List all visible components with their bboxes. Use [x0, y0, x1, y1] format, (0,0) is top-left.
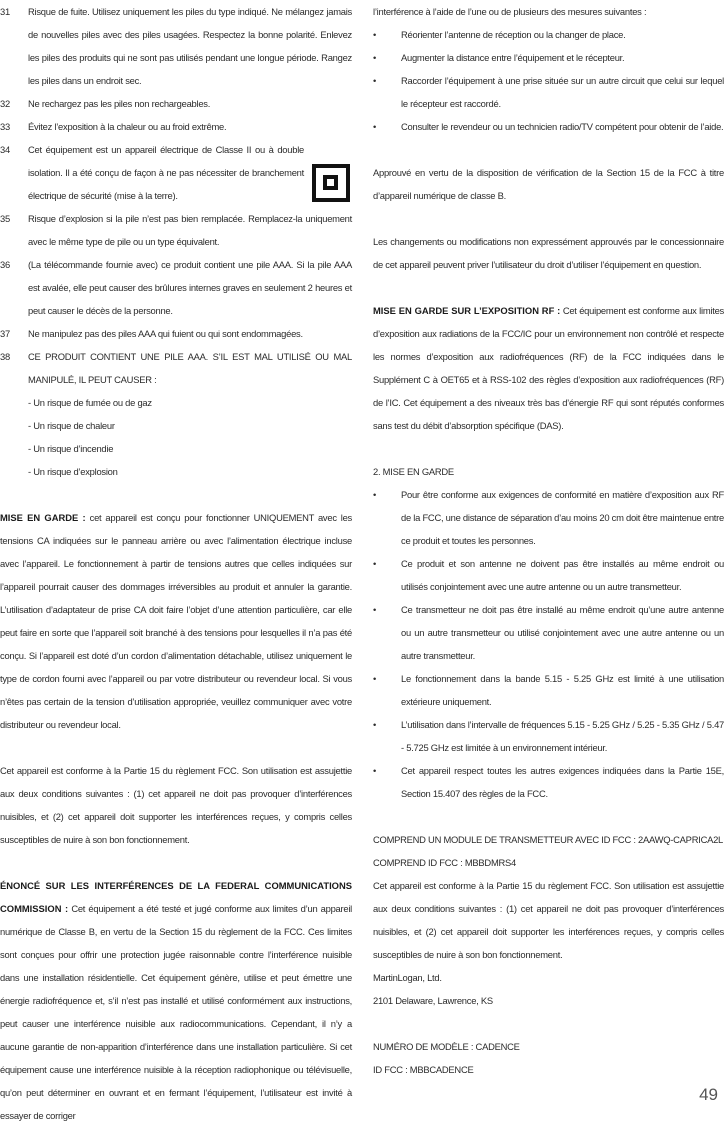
bullet: •: [373, 673, 377, 684]
measure-item: [373, 115, 724, 138]
item-number: 32: [0, 98, 10, 109]
statement-text: Cet équipement a été testé et jugé conforme aux limites d’un appareil numérique de Classe B, en vertu de la Section 15 du règlement de la FCC. Ces limites sont conçues pour offrir une protection jugée raisonnable contre l’interférence nuisible dans une installation résidentielle. Cet équipement génère, utilise et peut émettre une énergie radiofréquence et, s’il n’est pas installé et utilisé conformément aux instructions, peut causer une interférence nuisible aux radiocommunications. Cependant, il n’y a aucune garantie de non-apparition d’interférence dans une installation particulière. Si cet équipement cause une interférence nuisible à la réception radiophonique ou télévisuelle, qu’on peut déterminer en ouvrant et en fermant l’équipement, l’utilisateur est invité à essayer de corriger: [0, 903, 352, 1121]
risk-item: - Un risque de fumée ou de gaz: [28, 397, 152, 408]
bullet: •: [373, 489, 377, 500]
bullet: •: [373, 719, 377, 730]
warning2-text: Pour être conforme aux exigences de conformité en matière d’exposition aux RF de la FCC, une distance de séparation d’au moins 20 cm doit être maintenue entre ce produit et toutes les personnes.: [401, 489, 724, 546]
rf-exposure-warning: [373, 299, 724, 437]
fcc-part15-paragraph-right: Cet appareil est conforme à la Partie 15 du règlement FCC. Son utilisation est assujettie aux deux conditions suivantes : (1) cet appareil ne doit pas provoquer d’interférences nuisibles, et (2) cet appareil doit supporter les interférences reçues, y compris celles susceptibles de nuire à son bon fonctionnement.: [373, 880, 724, 960]
double-insulation-icon: [312, 164, 350, 202]
measure-text: Consulter le revendeur ou un technicien radio/TV compétent pour obtenir de l’aide.: [401, 121, 724, 132]
fcc-id: ID FCC : MBBCADENCE: [373, 1064, 474, 1075]
right-column: [373, 0, 724, 1081]
warning2-item: [373, 759, 724, 805]
warning2-item: [373, 667, 724, 713]
interference-intro: l’interférence à l’aide de l’une ou de plusieurs des mesures suivantes :: [373, 6, 647, 17]
rf-heading: MISE EN GARDE SUR L’EXPOSITION RF :: [373, 305, 561, 316]
company-name: MartinLogan, Ltd.: [373, 972, 442, 983]
fcc-interference-statement: [0, 874, 352, 1127]
fcc-part15-paragraph: Cet appareil est conforme à la Partie 15 du règlement FCC. Son utilisation est assujettie aux deux conditions suivantes : (1) cet appareil ne doit pas provoquer d’interférences nuisibles, et (2) cet appareil doit supporter les interférences reçues, y compris celles susceptibles de nuire à son bon fonctionnement.: [0, 765, 352, 845]
safety-item-33: [0, 115, 352, 138]
item-number: 34: [0, 144, 10, 155]
warning-heading: MISE EN GARDE :: [0, 512, 86, 523]
item-text: Ne manipulez pas des piles AAA qui fuient ou qui sont endommagées.: [28, 328, 303, 339]
safety-item-34: [0, 138, 352, 207]
bullet: •: [373, 75, 377, 86]
measure-item: [373, 23, 724, 46]
warning-text: cet appareil est conçu pour fonctionner UNIQUEMENT avec les tensions CA indiquées sur le panneau arrière ou avec l’alimentation électrique incluse avec l’appareil. Le fonctionnement à partir de tensions autres que celles indiquées sur l’appareil pourrait causer des dommages irréversibles au produit et annuler la garantie. L’utilisation d’adaptateur de prise CA doit faire l’objet d’une attention particulière, car elle peut faire en sorte que l’appareil soit branché à des tensions pour lesquelles il n’a pas été conçu. Si l’appareil est doté d’un cordon d’alimentation détachable, utilisez uniquement le type de cordon fourni avec l’appareil ou par votre distributeur ou revendeur local. Si vous n’êtes pas certain de la tension d’utilisation appropriée, veuillez communiquer avec votre distributeur ou revendeur local.: [0, 512, 352, 730]
left-column: [0, 0, 352, 1127]
module-id: COMPREND ID FCC : MBBDMRS4: [373, 857, 516, 868]
safety-item-38: [0, 345, 352, 391]
item-text: Ne rechargez pas les piles non rechargeables.: [28, 98, 211, 109]
bullet: •: [373, 121, 377, 132]
page-number: 49: [699, 1085, 718, 1104]
item-text: Risque d’explosion si la pile n’est pas bien remplacée. Remplacez-la uniquement avec le même type de pile ou un type équivalent.: [28, 213, 352, 247]
approval-paragraph: Approuvé en vertu de la disposition de vérification de la Section 15 de la FCC à titre d’appareil numérique de classe B.: [373, 167, 724, 201]
module-line: COMPREND UN MODULE DE TRANSMETTEUR AVEC ID FCC : 2AAWQ-CAPRICA2L: [373, 834, 724, 845]
item-number: 33: [0, 121, 10, 132]
measure-text: Raccorder l’équipement à une prise située sur un autre circuit que celui sur lequel le récepteur est raccordé.: [401, 75, 724, 109]
voltage-warning: [0, 506, 352, 736]
item-text: Évitez l’exposition à la chaleur ou au froid extrême.: [28, 121, 227, 132]
measure-item: [373, 46, 724, 69]
measure-text: Réorienter l’antenne de réception ou la changer de place.: [401, 29, 626, 40]
safety-item-36: [0, 253, 352, 322]
item-text: CE PRODUIT CONTIENT UNE PILE AAA. S’IL EST MAL UTILISÉ OU MAL MANIPULÉ, IL PEUT CAUSER :: [28, 351, 352, 385]
item-number: 31: [0, 6, 10, 17]
safety-item-32: [0, 92, 352, 115]
item-number: 37: [0, 328, 10, 339]
bullet: •: [373, 558, 377, 569]
risk-item: - Un risque de chaleur: [28, 420, 115, 431]
item-text: Cet équipement est un appareil électrique de Classe II ou à double isolation. Il a été conçu de façon à ne pas nécessiter de branchement électrique de sécurité (mise à la terre).: [28, 144, 304, 201]
changes-paragraph: Les changements ou modifications non expressément approuvés par le concessionnaire de cet appareil peuvent priver l’utilisateur du droit d’utiliser l’équipement en question.: [373, 236, 724, 270]
bullet: •: [373, 604, 377, 615]
risk-item: - Un risque d’explosion: [28, 466, 118, 477]
bullet: •: [373, 29, 377, 40]
rf-text: Cet équipement est conforme aux limites d’exposition aux radiations de la FCC/IC pour un environnement non contrôlé et respecte les normes d’exposition aux radiofréquences (RF) de la FCC indiquées dans le Supplément C à OET65 et à RSS-102 des règles d’exposition aux radiofréquences (RF) de l’IC. Cet équipement a des niveaux très bas d’énergie RF qui sont réputés conformes sans test du débit d’absorption spécifique (DAS).: [373, 305, 724, 431]
company-address: 2101 Delaware, Lawrence, KS: [373, 995, 493, 1006]
measure-item: [373, 69, 724, 115]
warning2-text: Le fonctionnement dans la bande 5.15 - 5.25 GHz est limité à une utilisation extérieure uniquement.: [401, 673, 724, 707]
statement-heading: ÉNONCÉ SUR LES INTERFÉRENCES DE LA FEDERAL COMMUNICATIONS COMMISSION :: [0, 880, 352, 914]
warning2-item: [373, 552, 724, 598]
warning2-heading: 2. MISE EN GARDE: [373, 466, 454, 477]
item-text: Risque de fuite. Utilisez uniquement les piles du type indiqué. Ne mélangez jamais de nouvelles piles avec des piles usagées. Respectez la bonne polarité. Enlevez les piles des produits qui ne sont pas utilisés pendant une longue période. Rangez les piles dans un endroit sec.: [28, 6, 352, 86]
model-number: NUMÉRO DE MODÈLE : CADENCE: [373, 1041, 520, 1052]
warning2-item: [373, 483, 724, 552]
bullet: •: [373, 765, 377, 776]
safety-item-37: [0, 322, 352, 345]
item-number: 35: [0, 213, 10, 224]
safety-item-31: [0, 0, 352, 92]
warning2-item: [373, 598, 724, 667]
item-number: 36: [0, 259, 10, 270]
safety-item-35: [0, 207, 352, 253]
warning2-text: Ce transmetteur ne doit pas être installé au même endroit qu’une autre antenne ou un autre transmetteur ou utilisé conjointement avec une autre antenne ou un autre transmetteur.: [401, 604, 724, 661]
measure-text: Augmenter la distance entre l’équipement et le récepteur.: [401, 52, 625, 63]
item-number: 38: [0, 351, 10, 362]
warning2-text: L’utilisation dans l’intervalle de fréquences 5.15 - 5.25 GHz / 5.25 - 5.35 GHz / 5.47 - 5.725 GHz est limitée à un environnement intérieur.: [401, 719, 724, 753]
item-text: (La télécommande fournie avec) ce produit contient une pile AAA. Si la pile AAA est avalée, elle peut causer des brûlures internes graves en seulement 2 heures et peut causer le décès de la personne.: [28, 259, 352, 316]
warning2-text: Cet appareil respect toutes les autres exigences indiquées dans la Partie 15E, Section 15.407 des règles de la FCC.: [401, 765, 724, 799]
warning2-item: [373, 713, 724, 759]
bullet: •: [373, 52, 377, 63]
warning2-text: Ce produit et son antenne ne doivent pas être installés au même endroit ou utilisés conjointement avec une autre antenne ou un autre transmetteur.: [401, 558, 724, 592]
risk-item: - Un risque d’incendie: [28, 443, 114, 454]
